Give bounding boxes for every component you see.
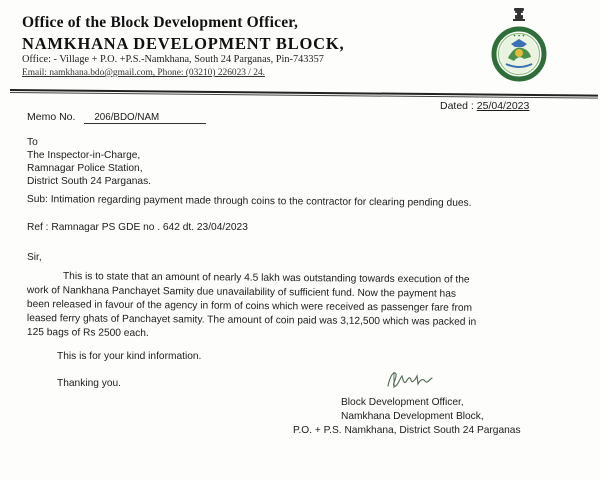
west-bengal-emblem-icon: [484, 6, 554, 82]
recipient-line-2: Ramnagar Police Station,: [27, 163, 143, 174]
dated-label: Dated :: [440, 100, 474, 112]
date-line: [440, 100, 529, 112]
subject-line: Sub: Intimation regarding payment made through coins to the contractor for clearing pending dues.: [26, 194, 472, 209]
body-line-1: This is to state that an amount of nearly 4.5 lakh was outstanding towards execution of the: [62, 271, 470, 286]
signature-line-2: Namkhana Development Block,: [341, 411, 484, 422]
office-title: Office of the Block Development Officer,: [22, 14, 299, 31]
memo-label: Memo No.: [27, 111, 76, 123]
closing-line: Thanking you.: [57, 378, 121, 389]
recipient-line-3: District South 24 Parganas.: [27, 176, 152, 187]
info-line: This is for your kind information.: [57, 351, 202, 362]
memo-line: [27, 111, 206, 124]
memo-date: 25/04/2023: [476, 100, 530, 112]
body-line-3: been released in favour of the agency in form of coins which were received as passenger fare from: [26, 299, 473, 314]
memo-number: 206/BDO/NAM: [84, 112, 206, 124]
signature-line-3: P.O. + P.S. Namkhana, District South 24 Parganas: [293, 425, 521, 436]
body-line-2: work of Nankhana Panchayet Samity due unavailability of sufficient fund. Now the payment has: [26, 285, 457, 300]
salutation: Sir,: [27, 252, 42, 263]
body-line-4: leased ferry ghats of Panchayet samity. The amount of coin paid was 3,12,500 which was packed in: [26, 313, 477, 328]
block-title: NAMKHANA DEVELOPMENT BLOCK,: [22, 34, 345, 53]
signature-scribble: [384, 366, 434, 392]
recipient-line-1: The Inspector-in-Charge,: [27, 150, 141, 161]
contact-line: Email: namkhana.bdo@gmail.com, Phone: (03210) 226023 / 24.: [22, 68, 265, 78]
office-address: Office: - Village + P.O. +P.S.-Namkhana, South 24 Parganas, Pin-743357: [22, 54, 324, 65]
to-label: To: [27, 137, 38, 148]
signature-line-1: Block Development Officer,: [341, 397, 464, 408]
body-line-5: 125 bags of Rs 2500 each.: [26, 327, 149, 340]
svg-text:✦ ✦ ✦: ✦ ✦ ✦: [512, 33, 526, 38]
reference-line: Ref : Ramnagar PS GDE no . 642 dt. 23/04/2023: [27, 222, 248, 233]
